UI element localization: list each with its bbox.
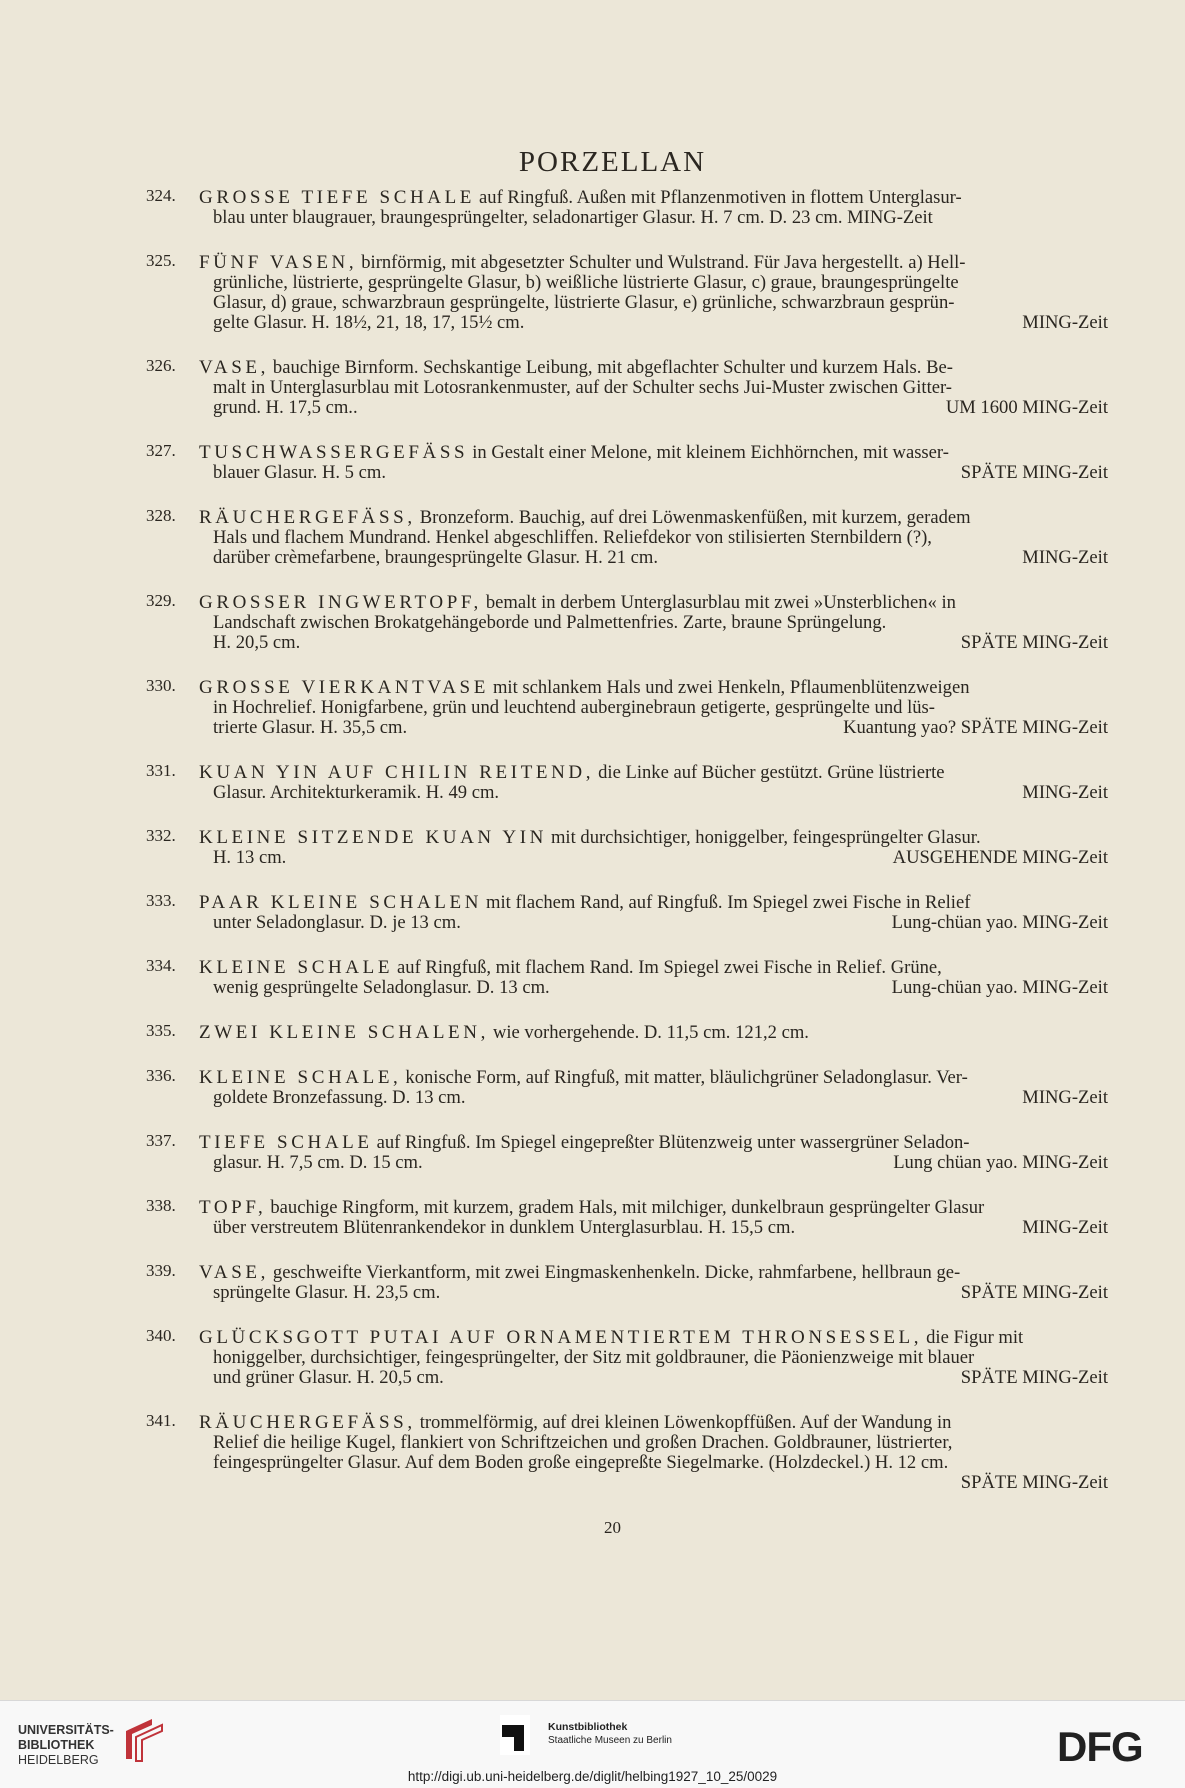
entry-text-line: Hals und flachem Mundrand. Henkel abgeschliffen. Reliefdekor von stilisierten Sternbildern (?), bbox=[213, 527, 932, 548]
dfg-logo[interactable]: DFG bbox=[1057, 1723, 1143, 1770]
kunstbibliothek-logo-icon bbox=[500, 1715, 530, 1755]
entry-number: 341. bbox=[146, 1411, 176, 1430]
entry-first-line bbox=[199, 1328, 1108, 1348]
viewer-footer bbox=[0, 1700, 1185, 1788]
permalink-url[interactable]: http://digi.ub.uni-heidelberg.de/diglit/helbing1927_10_25/0029 bbox=[407, 1769, 778, 1784]
entry-dating: MING-Zeit bbox=[1022, 782, 1108, 803]
entry-last-line bbox=[199, 1218, 1108, 1238]
entry-text: auf Ringfuß. Außen mit Pflanzenmotiven in flottem Unterglasur- bbox=[479, 187, 962, 208]
entry-number: 328. bbox=[146, 506, 176, 525]
entry-text: auf Ringfuß, mit flachem Rand. Im Spiegel zwei Fische in Relief. Grüne, bbox=[397, 957, 942, 978]
entry-dating: MING-Zeit bbox=[1022, 1217, 1108, 1238]
entry-measurements: und grüner Glasur. H. 20,5 cm. bbox=[213, 1367, 444, 1388]
entry-heading: KLEINE SCHALE bbox=[199, 957, 394, 978]
entry-dating: SPÄTE MING-Zeit bbox=[960, 632, 1108, 653]
entry-first-line bbox=[199, 1263, 1108, 1283]
entry-text: wie vorhergehende. D. 11,5 cm. 121,2 cm. bbox=[492, 1022, 809, 1043]
entry-last-line bbox=[199, 1088, 1108, 1108]
entry-heading: VASE, bbox=[199, 1262, 269, 1283]
entry-first-line bbox=[199, 508, 1108, 528]
entry-number: 339. bbox=[146, 1261, 176, 1280]
catalog-entry bbox=[148, 763, 1108, 803]
entry-heading: GROSSE VIERKANTVASE bbox=[199, 677, 489, 698]
entry-heading: KLEINE SITZENDE KUAN YIN bbox=[199, 827, 547, 848]
entry-number: 336. bbox=[146, 1066, 176, 1085]
entry-text-line: Landschaft zwischen Brokatgehängeborde und Palmettenfries. Zarte, braune Sprüngelung. bbox=[213, 612, 887, 633]
entry-text-line: in Hochrelief. Honigfarbene, grün und leuchtend auberginebraun getigerte, gesprüngelte und lüs- bbox=[213, 697, 935, 718]
entry-heading: TIEFE SCHALE bbox=[199, 1132, 373, 1153]
catalog-entry bbox=[148, 1133, 1108, 1173]
page-title: PORZELLAN bbox=[518, 146, 707, 178]
entry-text: mit schlankem Hals und zwei Henkeln, Pflaumenblütenzweigen bbox=[492, 677, 970, 698]
entry-heading: KLEINE SCHALE, bbox=[199, 1067, 402, 1088]
entry-measurements: trierte Glasur. H. 35,5 cm. bbox=[213, 717, 408, 738]
entry-first-line bbox=[199, 763, 1108, 783]
entry-number: 325. bbox=[146, 251, 176, 270]
entry-dating: SPÄTE MING-Zeit bbox=[960, 1367, 1108, 1388]
entry-first-line bbox=[199, 1198, 1108, 1218]
entry-heading: FÜNF VASEN, bbox=[199, 252, 358, 273]
catalog-entry bbox=[148, 1413, 1108, 1493]
entry-text-line: blau unter blaugrauer, braungesprüngelter, seladonartiger Glasur. H. 7 cm. D. 23 cm. MING-Zeit bbox=[213, 207, 933, 228]
entry-dating: SPÄTE MING-Zeit bbox=[960, 1472, 1108, 1493]
university-line-3: HEIDELBERG bbox=[18, 1753, 99, 1767]
catalog-entry bbox=[148, 1263, 1108, 1303]
entry-text: birnförmig, mit abgesetzter Schulter und Wulstrand. Für Java hergestellt. a) Hell- bbox=[361, 252, 966, 273]
entry-last-line bbox=[199, 1473, 1108, 1493]
entry-text: in Gestalt einer Melone, mit kleinem Eichhörnchen, mit wasser- bbox=[472, 442, 949, 463]
entry-heading: PAAR KLEINE SCHALEN bbox=[199, 892, 483, 913]
entry-dating: SPÄTE MING-Zeit bbox=[960, 1282, 1108, 1303]
entry-measurements: über verstreutem Blütenrankendekor in dunklem Unterglasurblau. H. 15,5 cm. bbox=[213, 1217, 796, 1238]
entry-number: 335. bbox=[146, 1021, 176, 1040]
entry-first-line bbox=[199, 253, 1108, 273]
entry-measurements: sprüngelte Glasur. H. 23,5 cm. bbox=[213, 1282, 441, 1303]
entry-measurements: grund. H. 17,5 cm.. bbox=[213, 397, 358, 418]
entry-measurements: wenig gesprüngelte Seladonglasur. D. 13 cm. bbox=[213, 977, 550, 998]
entry-number: 331. bbox=[146, 761, 176, 780]
kunstbibliothek-line-1: Kunstbibliothek bbox=[548, 1721, 628, 1733]
entry-dating: AUSGEHENDE MING-Zeit bbox=[892, 847, 1108, 868]
entry-measurements: goldete Bronzefassung. D. 13 cm. bbox=[213, 1087, 466, 1108]
university-library-name[interactable] bbox=[18, 1723, 114, 1768]
entry-measurements: Glasur. Architekturkeramik. H. 49 cm. bbox=[213, 782, 500, 803]
entry-dating: Lung-chüan yao. MING-Zeit bbox=[891, 912, 1108, 933]
entry-heading: ZWEI KLEINE SCHALEN, bbox=[199, 1022, 489, 1043]
entry-text: Bronzeform. Bauchig, auf drei Löwenmaskenfüßen, mit kurzem, geradem bbox=[419, 507, 971, 528]
entry-measurements: H. 13 cm. bbox=[213, 847, 287, 868]
entry-dating: UM 1600 MING-Zeit bbox=[945, 397, 1108, 418]
catalog-entry bbox=[148, 253, 1108, 333]
entry-last-line bbox=[199, 548, 1108, 568]
entry-text: bemalt in derbem Unterglasurblau mit zwei »Unsterblichen« in bbox=[485, 592, 956, 613]
entry-first-line bbox=[199, 443, 1108, 463]
catalog-entry bbox=[148, 828, 1108, 868]
catalog-entry bbox=[148, 1198, 1108, 1238]
entry-first-line bbox=[199, 593, 1108, 613]
entry-text: mit durchsichtiger, honiggelber, feingesprüngelter Glasur. bbox=[550, 827, 981, 848]
entry-number: 326. bbox=[146, 356, 176, 375]
catalog-entry bbox=[148, 1068, 1108, 1108]
entry-last-line bbox=[199, 1368, 1108, 1388]
entry-dating: MING-Zeit bbox=[1022, 547, 1108, 568]
entry-number: 329. bbox=[146, 591, 176, 610]
catalog-entry bbox=[148, 1328, 1108, 1388]
entry-heading: GROSSER INGWERTOPF, bbox=[199, 592, 482, 613]
entry-last-line bbox=[199, 1283, 1108, 1303]
entry-last-line bbox=[199, 463, 1108, 483]
entry-text: konische Form, auf Ringfuß, mit matter, bläulichgrüner Seladonglasur. Ver- bbox=[405, 1067, 968, 1088]
university-logo-icon[interactable] bbox=[122, 1715, 166, 1763]
entry-heading: GROSSE TIEFE SCHALE bbox=[199, 187, 476, 208]
entry-measurements: H. 20,5 cm. bbox=[213, 632, 301, 653]
entry-heading: RÄUCHERGEFÄSS, bbox=[199, 507, 416, 528]
entry-number: 338. bbox=[146, 1196, 176, 1215]
entry-text-line: malt in Unterglasurblau mit Lotosrankenmuster, auf der Schulter sechs Jui-Muster zwischen Gitter- bbox=[213, 377, 953, 398]
entry-text: trommelförmig, auf drei kleinen Löwenkopffüßen. Auf der Wandung in bbox=[419, 1412, 952, 1433]
entry-last-line bbox=[199, 718, 1108, 738]
entry-heading: VASE, bbox=[199, 357, 269, 378]
entry-measurements: blauer Glasur. H. 5 cm. bbox=[213, 462, 386, 483]
entry-number: 334. bbox=[146, 956, 176, 975]
entry-dating: MING-Zeit bbox=[1022, 1087, 1108, 1108]
entry-last-line bbox=[199, 848, 1108, 868]
catalog-entry bbox=[148, 508, 1108, 568]
entry-text-line: honiggelber, durchsichtiger, feingesprüngelter, der Sitz mit goldbrauner, die Päonienzweige mit blauer bbox=[213, 1347, 975, 1368]
entry-last-line bbox=[199, 913, 1108, 933]
catalog-entry bbox=[148, 358, 1108, 418]
entry-text: mit flachem Rand, auf Ringfuß. Im Spiegel zwei Fische in Relief bbox=[486, 892, 971, 913]
entry-number: 340. bbox=[146, 1326, 176, 1345]
entry-last-line bbox=[199, 978, 1108, 998]
catalog-entry bbox=[148, 593, 1108, 653]
entry-text: auf Ringfuß. Im Spiegel eingepreßter Blütenzweig unter wassergrüner Seladon- bbox=[376, 1132, 970, 1153]
entry-measurements: darüber crèmefarbene, braungesprüngelte Glasur. H. 21 cm. bbox=[213, 547, 659, 568]
catalog-entry bbox=[148, 958, 1108, 998]
entry-first-line bbox=[199, 358, 1108, 378]
entry-number: 327. bbox=[146, 441, 176, 460]
entry-number: 332. bbox=[146, 826, 176, 845]
catalog-entry bbox=[148, 893, 1108, 933]
entry-last-line bbox=[199, 398, 1108, 418]
entry-first-line bbox=[199, 678, 1108, 698]
entry-first-line bbox=[199, 1133, 1108, 1153]
university-line-2: BIBLIOTHEK bbox=[18, 1738, 95, 1752]
entry-last-line bbox=[199, 313, 1108, 333]
entry-text: bauchige Birnform. Sechskantige Leibung, mit abgeflachter Schulter und kurzem Hals. Be- bbox=[272, 357, 953, 378]
entry-heading: GLÜCKSGOTT PUTAI AUF ORNAMENTIERTEM THRONSESSEL, bbox=[199, 1327, 923, 1348]
entry-first-line bbox=[199, 893, 1108, 913]
entry-first-line bbox=[199, 828, 1108, 848]
kunstbibliothek-line-2: Staatliche Museen zu Berlin bbox=[548, 1735, 672, 1746]
entry-heading: TUSCHWASSERGEFÄSS bbox=[199, 442, 469, 463]
entry-dating: Lung-chüan yao. MING-Zeit bbox=[891, 977, 1108, 998]
catalog-entries bbox=[148, 188, 1108, 1518]
entry-last-line bbox=[199, 1153, 1108, 1173]
entry-number: 337. bbox=[146, 1131, 176, 1150]
entry-first-line bbox=[199, 1023, 1108, 1043]
entry-first-line bbox=[199, 958, 1108, 978]
entry-number: 333. bbox=[146, 891, 176, 910]
entry-last-line bbox=[199, 633, 1108, 653]
entry-text: bauchige Ringform, mit kurzem, gradem Hals, mit milchiger, dunkelbraun gesprüngelter Glasur bbox=[270, 1197, 985, 1218]
entry-text: die Linke auf Bücher gestützt. Grüne lüstrierte bbox=[598, 762, 945, 783]
university-line-1: UNIVERSITÄTS- bbox=[18, 1723, 114, 1737]
catalog-entry bbox=[148, 1023, 1108, 1043]
entry-text-line: grünliche, lüstrierte, gesprüngelte Glasur, b) weißliche lüstrierte Glasur, c) graue, braungesprüngelte bbox=[213, 272, 959, 293]
entry-number: 324. bbox=[146, 186, 176, 205]
entry-text-line: Relief die heilige Kugel, flankiert von Schriftzeichen und großen Drachen. Goldbrauner, lüstrierter, bbox=[213, 1432, 953, 1453]
entry-last-line bbox=[199, 783, 1108, 803]
entry-heading: KUAN YIN AUF CHILIN REITEND, bbox=[199, 762, 595, 783]
entry-measurements: gelte Glasur. H. 18½, 21, 18, 17, 15½ cm. bbox=[213, 312, 525, 333]
entry-dating: Kuantung yao? SPÄTE MING-Zeit bbox=[843, 717, 1108, 738]
entry-dating: Lung chüan yao. MING-Zeit bbox=[893, 1152, 1108, 1173]
catalog-entry bbox=[148, 443, 1108, 483]
entry-heading: TOPF, bbox=[199, 1197, 267, 1218]
entry-text-line: Glasur, d) graue, schwarzbraun gesprüngelte, lüstrierte Glasur, e) grünliche, schwarzbraun gesprün- bbox=[213, 292, 955, 313]
entry-heading: RÄUCHERGEFÄSS, bbox=[199, 1412, 416, 1433]
catalog-entry bbox=[148, 188, 1108, 228]
entry-number: 330. bbox=[146, 676, 176, 695]
entry-dating: SPÄTE MING-Zeit bbox=[960, 462, 1108, 483]
entry-first-line bbox=[199, 188, 1108, 208]
entry-measurements: unter Seladonglasur. D. je 13 cm. bbox=[213, 912, 461, 933]
entry-measurements: glasur. H. 7,5 cm. D. 15 cm. bbox=[213, 1152, 423, 1173]
entry-text: geschweifte Vierkantform, mit zwei Eingmaskenhenkeln. Dicke, rahmfarbene, hellbraun ge- bbox=[272, 1262, 961, 1283]
entry-text-line: feingesprüngelter Glasur. Auf dem Boden große eingepreßte Siegelmarke. (Holzdeckel.) H. 12 cm. bbox=[213, 1452, 949, 1473]
page-number: 20 bbox=[604, 1518, 621, 1537]
entry-dating: MING-Zeit bbox=[1022, 312, 1108, 333]
entry-text: die Figur mit bbox=[926, 1327, 1024, 1348]
entry-first-line bbox=[199, 1068, 1108, 1088]
catalog-entry bbox=[148, 678, 1108, 738]
entry-first-line bbox=[199, 1413, 1108, 1433]
